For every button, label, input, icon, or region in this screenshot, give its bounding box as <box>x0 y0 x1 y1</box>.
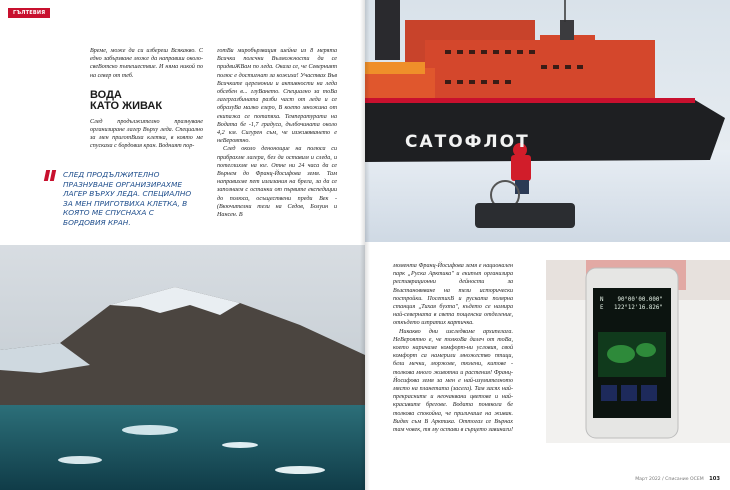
pull-quote <box>45 170 195 228</box>
gps-phone-photo <box>546 260 730 443</box>
gps-latitude: N 90°00'00.000" <box>600 297 663 303</box>
body-paragraph: готВи миробързвация шейна из 8 мерята Всички полсчни Възможности да се придвиЖВам по леда. Оказа се, че Северният полюс е достигнат за кожиха! Участвах Във Всичките церемонии и активности на леда обсебен в... глуВането. Специално за тоВа лагергазбината разби част от леда и се образуВа малко езеро, В което множина от екипажа се потапяха. Температурата на Водата бе -1,7 градуса, дълбочината около 4,2 км. Сигурен съм, че изживяването е неВероятно. <box>217 48 337 145</box>
issue-label: Март 2022 / Списание ОСЕМ <box>635 477 704 482</box>
article-column-1 <box>90 47 203 151</box>
heading-line-2: КАТО ЖИВАК <box>90 99 163 112</box>
intro-paragraph: Време, може да си избереш Всякакво. С едно забързване може да направиш около-свеВотско пътешествие. И няма никой по на север от теб. <box>90 48 203 79</box>
article-column-2 <box>217 47 337 219</box>
section-heading <box>90 90 203 112</box>
article-column-3 <box>393 262 513 434</box>
body-paragraph: След продължително празнуване организиране лагер Върху леда. Специално за мен приготВиха клетка, в която ме спускаха с бордовия кран. Водният пор- <box>90 118 203 150</box>
quote-mark-icon <box>50 170 56 181</box>
body-paragraph: Никакво дни изследваме архипелага. НеВероятно е, че толкоВа далеч от тоВа, което наричаме комфорт-ни условия, свой комфорт са намерили множество птици, бели мечки, моржове, тюлени, китове - толкова много животни и растения! Франц-Йосифова земя за мен е най-изумителното място на планетата (засега). Там засях най-прекрасните и неочаквани цветове и най-красивите брегове. Водата понякога бе толкова спокойна, че приличаше на живак. Видях съм В Арктика. Оттогаз се Върнах там човек, тя му остави в сърцето завинаги! <box>393 328 514 434</box>
section-tag: ГЪЛТЕВИЯ <box>8 8 50 18</box>
body-paragraph: момента Франц-Йосифова земя е национален парк „Руска Арктика" и екипът организира реставрационни дейности за Възстановяване на тези исторически постройки. ПосетихВ и руската полярна станция „Тихая бухта", където се намира най-северната в света пощенска отделение, откъдето изпратих картичка. <box>393 263 513 327</box>
icebreaker-photo <box>365 0 730 242</box>
gps-longitude: E 122°12'16.826" <box>600 305 663 311</box>
heading-line-1: ВОДА <box>90 88 122 101</box>
body-paragraph: След около денонощие на полюса си прибрахме лагера, без да оставим и следа, и потеглихме на юг. Отне ни 24 часа да се Върнем до Франц-Йосифова земя. Там направихме пет излизания на брега, за да се запознаем с останки от първите експедиции до полюса, осъществени преди Век - (Вкючителни тези на Седов, Болуин и Нансен. В <box>217 146 337 219</box>
ship-hull-lettering: САТОФЛОТ <box>405 132 530 152</box>
pull-quote-text: СЛЕД ПРОДЪЛЖИТЕЛНО ПРАЗНУВАНЕ ОРГАНИЗИРАХМЕ ЛАГЕР ВЪРХУ ЛЕДА. СПЕЦИАЛНО ЗА МЕН ПРИГОТВИХА КЛЕТКА, В КОЯТО МЕ СПУСНАХА С БОРДОВИЯ КРАН. <box>63 170 192 227</box>
page-footer <box>635 476 720 482</box>
page-number: 103 <box>709 476 720 482</box>
arctic-landscape-photo <box>0 245 365 490</box>
